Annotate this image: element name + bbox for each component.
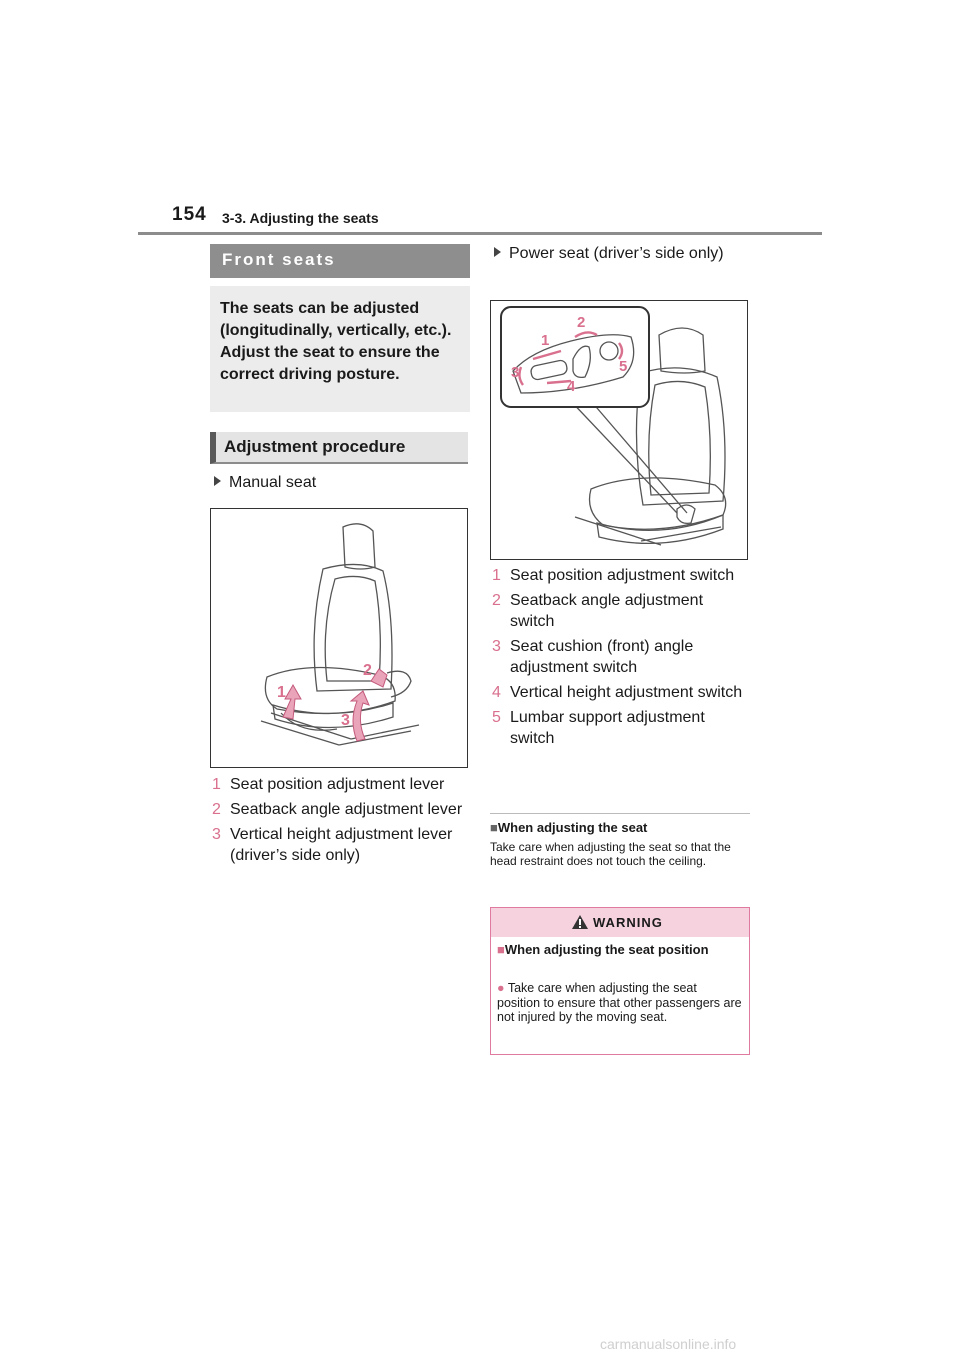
list-item: 4 Vertical height adjustment switch	[492, 684, 743, 701]
manual-seat-list	[212, 774, 468, 870]
callout-3: 3	[341, 712, 350, 729]
list-item: 2 Seatback angle adjustment switch	[492, 592, 704, 630]
callout-1: 1	[277, 684, 286, 701]
list-item: 3 Seat cushion (front) angle adjustment switch	[492, 638, 694, 676]
adjustment-procedure-title: Adjustment procedure	[224, 437, 406, 456]
warning-triangle-icon	[571, 914, 589, 930]
section-title: 3-3. Adjusting the seats	[222, 210, 379, 226]
note-text: Take care when adjusting the seat so that the head restraint does not touch the ceiling.	[490, 840, 731, 868]
adjustment-procedure-heading	[210, 432, 468, 464]
warning-header	[491, 908, 749, 937]
header-divider	[138, 232, 822, 235]
circle-bullet-icon: ●	[497, 981, 505, 995]
warning-subtitle: ■When adjusting the seat position	[497, 942, 709, 957]
list-item: 1 Seat position adjustment switch	[492, 567, 735, 584]
intro-box	[210, 286, 470, 412]
note-divider	[490, 813, 750, 814]
power-seat-label: Power seat (driver’s side only)	[494, 243, 744, 265]
callout-4: 4	[567, 378, 576, 395]
power-seat-illustration	[491, 301, 747, 559]
power-seat-figure	[490, 300, 748, 560]
square-bullet-icon: ■	[497, 942, 505, 957]
callout-5: 5	[619, 358, 628, 375]
note-heading: ■When adjusting the seat	[490, 820, 648, 835]
list-item: 5 Lumbar support adjustment switch	[492, 709, 705, 747]
manual-seat-figure	[210, 508, 468, 768]
list-item: 1 Seat position adjustment lever	[212, 776, 445, 793]
front-seats-heading	[210, 244, 470, 278]
warning-title: WARNING	[593, 915, 663, 930]
warning-box	[490, 907, 750, 1055]
lever-3-arrow	[351, 691, 369, 741]
power-seat-list	[492, 565, 748, 753]
triangle-bullet-icon	[494, 247, 501, 257]
manual-seat-illustration	[211, 509, 467, 767]
page-number: 154	[172, 204, 207, 225]
lever-2-arrow	[371, 669, 387, 687]
callout-2: 2	[577, 314, 586, 331]
list-item: 3 Vertical height adjustment lever (driver’s side only)	[212, 826, 453, 864]
front-seats-title: Front seats	[222, 250, 336, 269]
watermark: carmanualsonline.info	[600, 1336, 737, 1352]
manual-seat-label: Manual seat	[214, 474, 316, 492]
callout-3: 3	[511, 364, 520, 381]
warning-text: ● Take care when adjusting the seat position to ensure that other passengers are not injured by the moving seat.	[497, 981, 742, 1024]
list-item: 2 Seatback angle adjustment lever	[212, 801, 463, 818]
callout-1: 1	[541, 332, 550, 349]
triangle-bullet-icon	[214, 476, 221, 486]
intro-text: The seats can be adjusted (longitudinally, vertically, etc.). Adjust the seat to ensure the correct driving posture.	[220, 300, 452, 383]
callout-2: 2	[363, 662, 372, 679]
square-bullet-icon: ■	[490, 820, 498, 835]
